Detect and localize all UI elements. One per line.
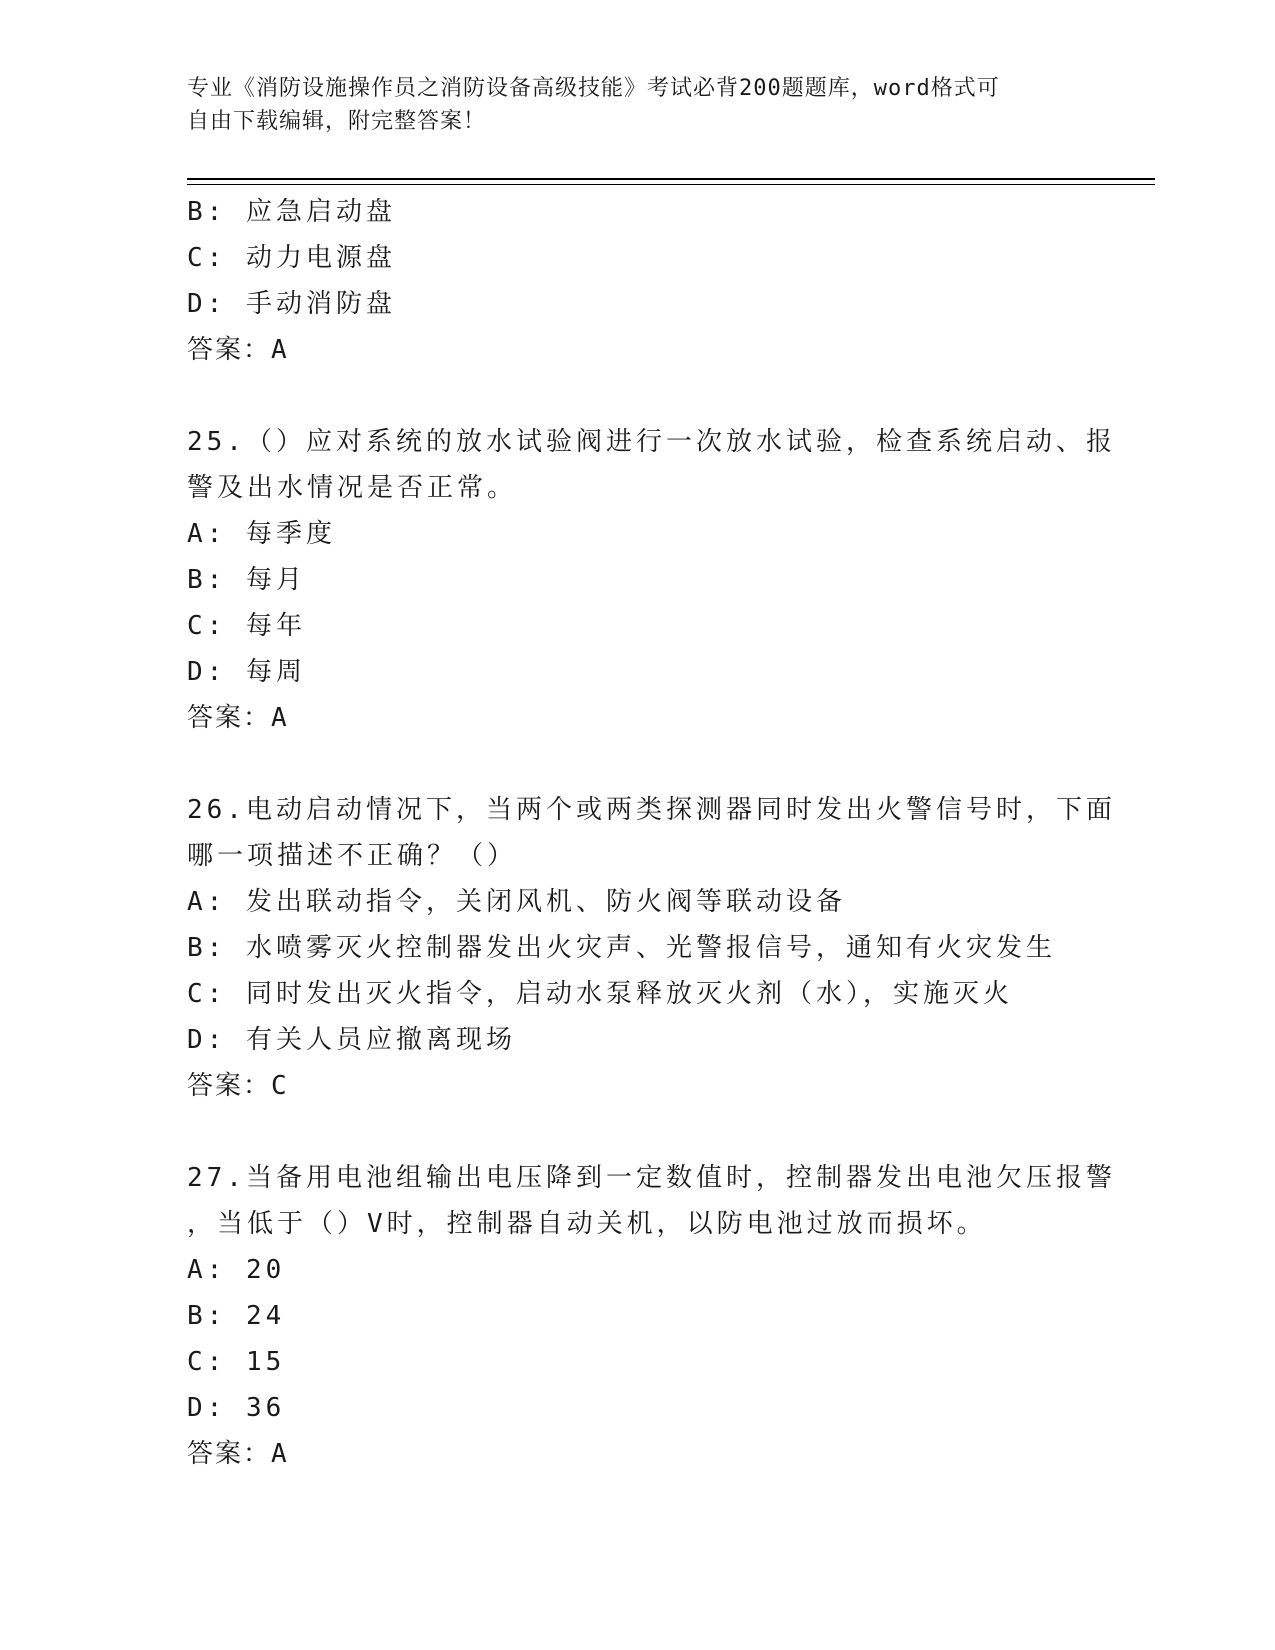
option-d: D: 每周 [187,657,306,687]
header-line-1: 专业《消防设施操作员之消防设备高级技能》考试必背200题题库，word格式可 [187,76,1000,101]
option-d: D: 36 [187,1393,286,1423]
question-25-block [187,419,1116,741]
question-list [187,189,1116,1477]
question-stem-line-2: 警及出水情况是否正常。 [187,473,518,503]
header-divider-thin [187,184,1155,185]
option-b: B: 应急启动盘 [187,197,396,227]
spacer [187,1109,1087,1155]
document-header [187,72,1087,138]
question-stem-line-1: 26.电动启动情况下，当两个或两类探测器同时发出火警信号时，下面 [187,795,1116,825]
option-c: C: 15 [187,1347,286,1377]
spacer [187,741,1087,787]
question-stem-line-2: 哪一项描述不正确？（） [187,841,518,871]
question-24-block [187,189,1087,373]
option-a: A: 每季度 [187,519,336,549]
option-c: C: 动力电源盘 [187,243,396,273]
answer-line: 答案：A [187,703,289,733]
header-line-2: 自由下载编辑，附完整答案！ [187,109,487,134]
question-26-block [187,787,1116,1109]
header-divider-thick [187,178,1155,180]
question-27-block [187,1155,1116,1477]
option-d: D: 手动消防盘 [187,289,396,319]
answer-line: 答案：A [187,335,289,365]
option-c: C: 每年 [187,611,306,641]
option-a: A: 20 [187,1255,286,1285]
option-c: C: 同时发出灭火指令，启动水泵释放灭火剂（水），实施灭火 [187,979,1013,1009]
option-d: D: 有关人员应撤离现场 [187,1025,516,1055]
question-stem-line-2: ，当低于（）V时，控制器自动关机，以防电池过放而损坏。 [187,1209,987,1239]
answer-line: 答案：A [187,1439,289,1469]
question-stem-line-1: 25.（）应对系统的放水试验阀进行一次放水试验，检查系统启动、报 [187,427,1116,457]
option-b: B: 水喷雾灭火控制器发出火灾声、光警报信号，通知有火灾发生 [187,933,1056,963]
question-stem-line-1: 27.当备用电池组输出电压降到一定数值时，控制器发出电池欠压报警 [187,1163,1116,1193]
option-b: B: 每月 [187,565,306,595]
option-a: A: 发出联动指令，关闭风机、防火阀等联动设备 [187,887,846,917]
answer-line: 答案：C [187,1071,289,1101]
spacer [187,373,1087,419]
option-b: B: 24 [187,1301,286,1331]
